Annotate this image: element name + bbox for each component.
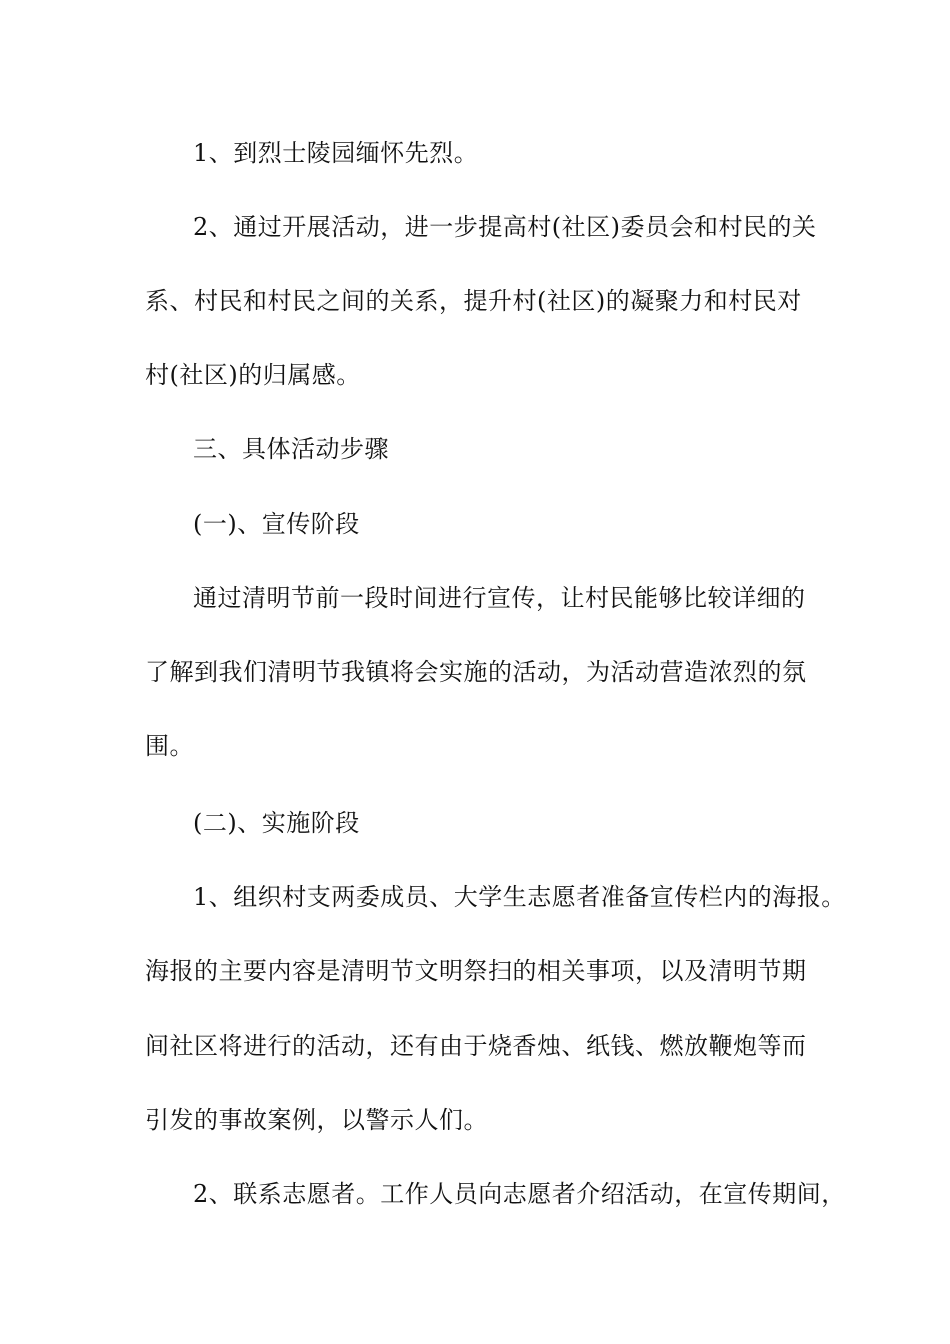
text-line-2: 2、通过开展活动，进一步提高村(社区)委员会和村民的关 <box>193 213 817 241</box>
text-line-9: 围。 <box>145 732 194 760</box>
text-line-1: 1、到烈士陵园缅怀先烈。 <box>193 139 479 167</box>
text-line-14: 引发的事故案例，以警示人们。 <box>145 1106 488 1134</box>
text-line-15: 2、联系志愿者。工作人员向志愿者介绍活动，在宣传期间， <box>193 1180 846 1208</box>
text-line-8: 了解到我们清明节我镇将会实施的活动，为活动营造浓烈的氛 <box>145 658 807 686</box>
text-line-7: 通过清明节前一段时间进行宣传，让村民能够比较详细的 <box>193 584 806 612</box>
text-line-3: 系、村民和村民之间的关系，提升村(社区)的凝聚力和村民对 <box>145 287 802 315</box>
text-line-13: 间社区将进行的活动，还有由于烧香烛、纸钱、燃放鞭炮等而 <box>145 1032 807 1060</box>
subsection-heading-1: (一)、宣传阶段 <box>193 510 360 538</box>
text-line-11: 1、组织村支两委成员、大学生志愿者准备宣传栏内的海报。 <box>193 883 846 911</box>
section-heading: 三、具体活动步骤 <box>193 435 389 463</box>
text-line-12: 海报的主要内容是清明节文明祭扫的相关事项，以及清明节期 <box>145 957 807 985</box>
subsection-heading-2: (二)、实施阶段 <box>193 809 360 837</box>
text-line-4: 村(社区)的归属感。 <box>145 361 361 389</box>
